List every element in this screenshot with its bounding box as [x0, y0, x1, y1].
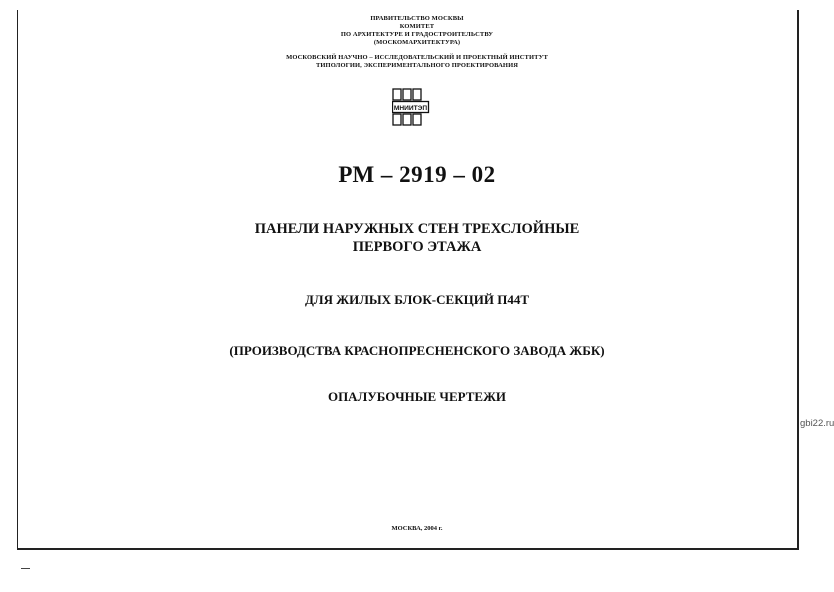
header-institute-scope: ТИПОЛОГИИ, ЭКСПЕРИМЕНТАЛЬНОГО ПРОЕКТИРОВАНИЯ	[315, 62, 519, 69]
document-subtitle: ДЛЯ ЖИЛЫХ БЛОК-СЕКЦИЙ П44Т	[304, 292, 529, 307]
margin-dash	[21, 568, 30, 569]
city-year: МОСКВА, 2004 г.	[391, 525, 443, 532]
header-government: ПРАВИТЕЛЬСТВО МОСКВЫ	[370, 15, 464, 22]
mniitep-logo-icon	[392, 88, 430, 126]
header-institute: МОСКОВСКИЙ НАУЧНО – ИССЛЕДОВАТЕЛЬСКИЙ И ПРОЕКТНЫЙ ИНСТИТУТ	[286, 54, 548, 61]
watermark-link[interactable]: gbi22.ru	[800, 418, 834, 429]
document-title-line1: ПАНЕЛИ НАРУЖНЫХ СТЕН ТРЕХСЛОЙНЫЕ	[254, 221, 580, 237]
header-committee: КОМИТЕТ	[399, 23, 435, 30]
document-code: РМ – 2919 – 02	[338, 162, 496, 187]
document-production: (ПРОИЗВОДСТВА КРАСНОПРЕСНЕНСКОГО ЗАВОДА ЖБК)	[229, 343, 605, 358]
header-committee-scope: ПО АРХИТЕКТУРЕ И ГРАДОСТРОИТЕЛЬСТВУ	[340, 31, 494, 38]
logo-text: МНИИТЭП	[393, 104, 428, 112]
document-title-line2: ПЕРВОГО ЭТАЖА	[352, 239, 482, 255]
document-drawings: ОПАЛУБОЧНЫЕ ЧЕРТЕЖИ	[327, 389, 507, 404]
header-committee-abbr: (МОСКОМАРХИТЕКТУРА)	[373, 39, 461, 46]
